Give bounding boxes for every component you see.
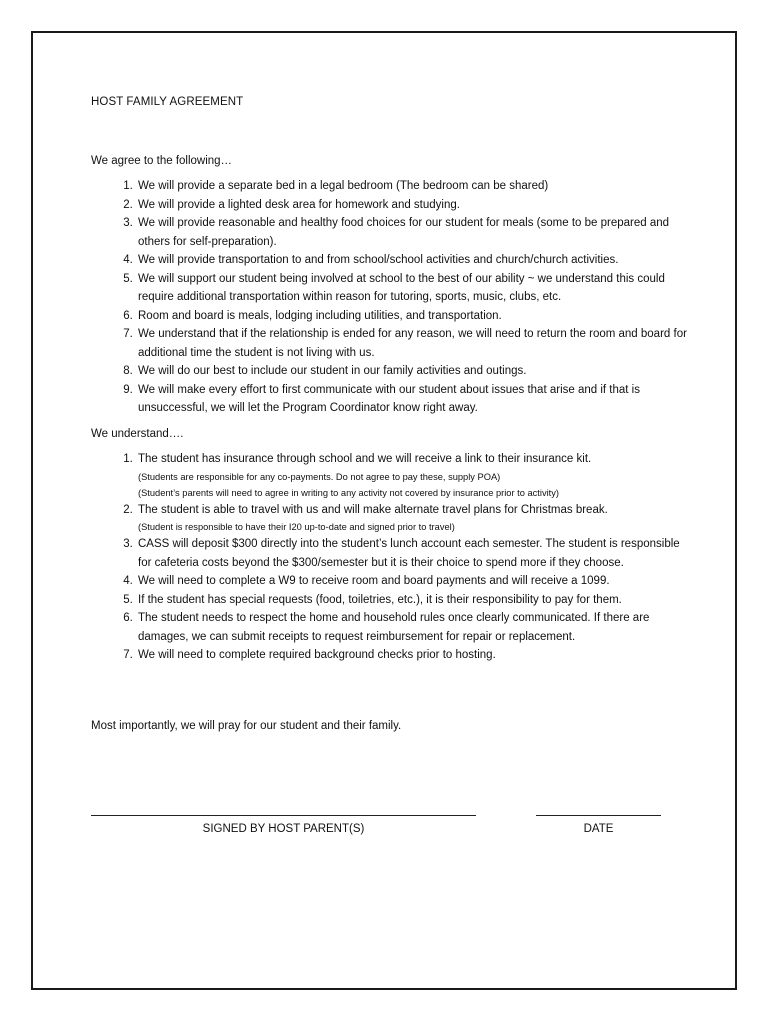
understand-list-item bbox=[136, 609, 691, 646]
agree-list-item bbox=[136, 307, 691, 326]
agree-item-text: We will provide a lighted desk area for homework and studying. bbox=[138, 198, 460, 211]
document-body bbox=[91, 93, 691, 735]
agree-list-item bbox=[136, 177, 691, 196]
understand-item-text: We will need to complete required background checks prior to hosting. bbox=[138, 649, 496, 661]
understand-list-item bbox=[136, 591, 691, 610]
understand-list-item bbox=[136, 535, 691, 572]
agree-item-text: Room and board is meals, lodging including utilities, and transportation. bbox=[138, 309, 502, 322]
agree-list-item bbox=[136, 362, 691, 381]
date-signature-label: DATE bbox=[583, 823, 614, 835]
agree-list-item bbox=[136, 381, 691, 418]
signature-block bbox=[91, 805, 671, 845]
agree-item-text: We will make every effort to first communicate with our student about issues that arise and if that is unsuccessful, we will let the Program Coordinator know right away. bbox=[138, 383, 640, 414]
document-title: HOST FAMILY AGREEMENT bbox=[91, 96, 244, 108]
agree-list bbox=[91, 177, 691, 418]
agree-item-text: We will provide transportation to and from school/school activities and church/church activities. bbox=[138, 254, 619, 266]
agree-item-text: We will provide reasonable and healthy food choices for our student for meals (some to be prepared and others for self-preparation). bbox=[138, 217, 670, 248]
understand-list-item bbox=[136, 450, 691, 501]
agree-item-text: We will do our best to include our student in our family activities and outings. bbox=[138, 365, 527, 377]
understand-heading: We understand…. bbox=[91, 427, 184, 440]
agree-list-item bbox=[136, 214, 691, 251]
understand-item-text: The student has insurance through school and we will receive a link to their insurance kit. bbox=[138, 453, 592, 465]
understand-item-text: We will need to complete a W9 to receive room and board payments and will receive a 1099. bbox=[138, 575, 610, 587]
agree-list-item bbox=[136, 325, 691, 362]
agree-list-item bbox=[136, 251, 691, 270]
agree-list-item bbox=[136, 196, 691, 215]
understand-list bbox=[91, 450, 691, 665]
understand-item-note: (Students are responsible for any co-payments. Do not agree to pay these, supply POA) bbox=[138, 471, 501, 482]
understand-item-text: The student needs to respect the home and household rules once clearly communicated. If there are damages, we can submit receipts to request reimbursement for repair or replacement. bbox=[138, 612, 650, 643]
date-signature-line bbox=[536, 815, 661, 816]
agree-item-text: We will provide a separate bed in a legal bedroom (The bedroom can be shared) bbox=[138, 180, 549, 192]
understand-item-note: (Student is responsible to have their I20 up-to-date and signed prior to travel) bbox=[138, 522, 455, 532]
agree-item-text: We understand that if the relationship is ended for any reason, we will need to return the room and board for additional time the student is not living with us. bbox=[138, 328, 687, 359]
understand-item-note: (Student’s parents will need to agree in writing to any activity not covered by insurance prior to activity) bbox=[138, 487, 559, 498]
host-signature-label: SIGNED BY HOST PARENT(S) bbox=[202, 823, 365, 835]
understand-list-item bbox=[136, 572, 691, 591]
understand-list-item bbox=[136, 646, 691, 665]
understand-item-text: The student is able to travel with us and will make alternate travel plans for Christmas break. bbox=[138, 503, 608, 516]
agree-intro: We agree to the following… bbox=[91, 154, 233, 167]
host-signature-line bbox=[91, 815, 476, 816]
understand-list-item bbox=[136, 501, 691, 536]
agree-list-item bbox=[136, 270, 691, 307]
closing-statement: Most importantly, we will pray for our student and their family. bbox=[91, 719, 402, 732]
agree-item-text: We will support our student being involved at school to the best of our ability ~ we understand this could require additional transportation within reason for tutoring, sports, music, clubs, etc. bbox=[138, 272, 665, 303]
understand-item-text: If the student has special requests (food, toiletries, etc.), it is their responsibility to pay for them. bbox=[138, 593, 622, 606]
understand-item-text: CASS will deposit $300 directly into the student’s lunch account each semester. The student is responsible for cafeteria costs beyond the $300/semester but it is their choice to spend more if they choose. bbox=[138, 538, 680, 569]
